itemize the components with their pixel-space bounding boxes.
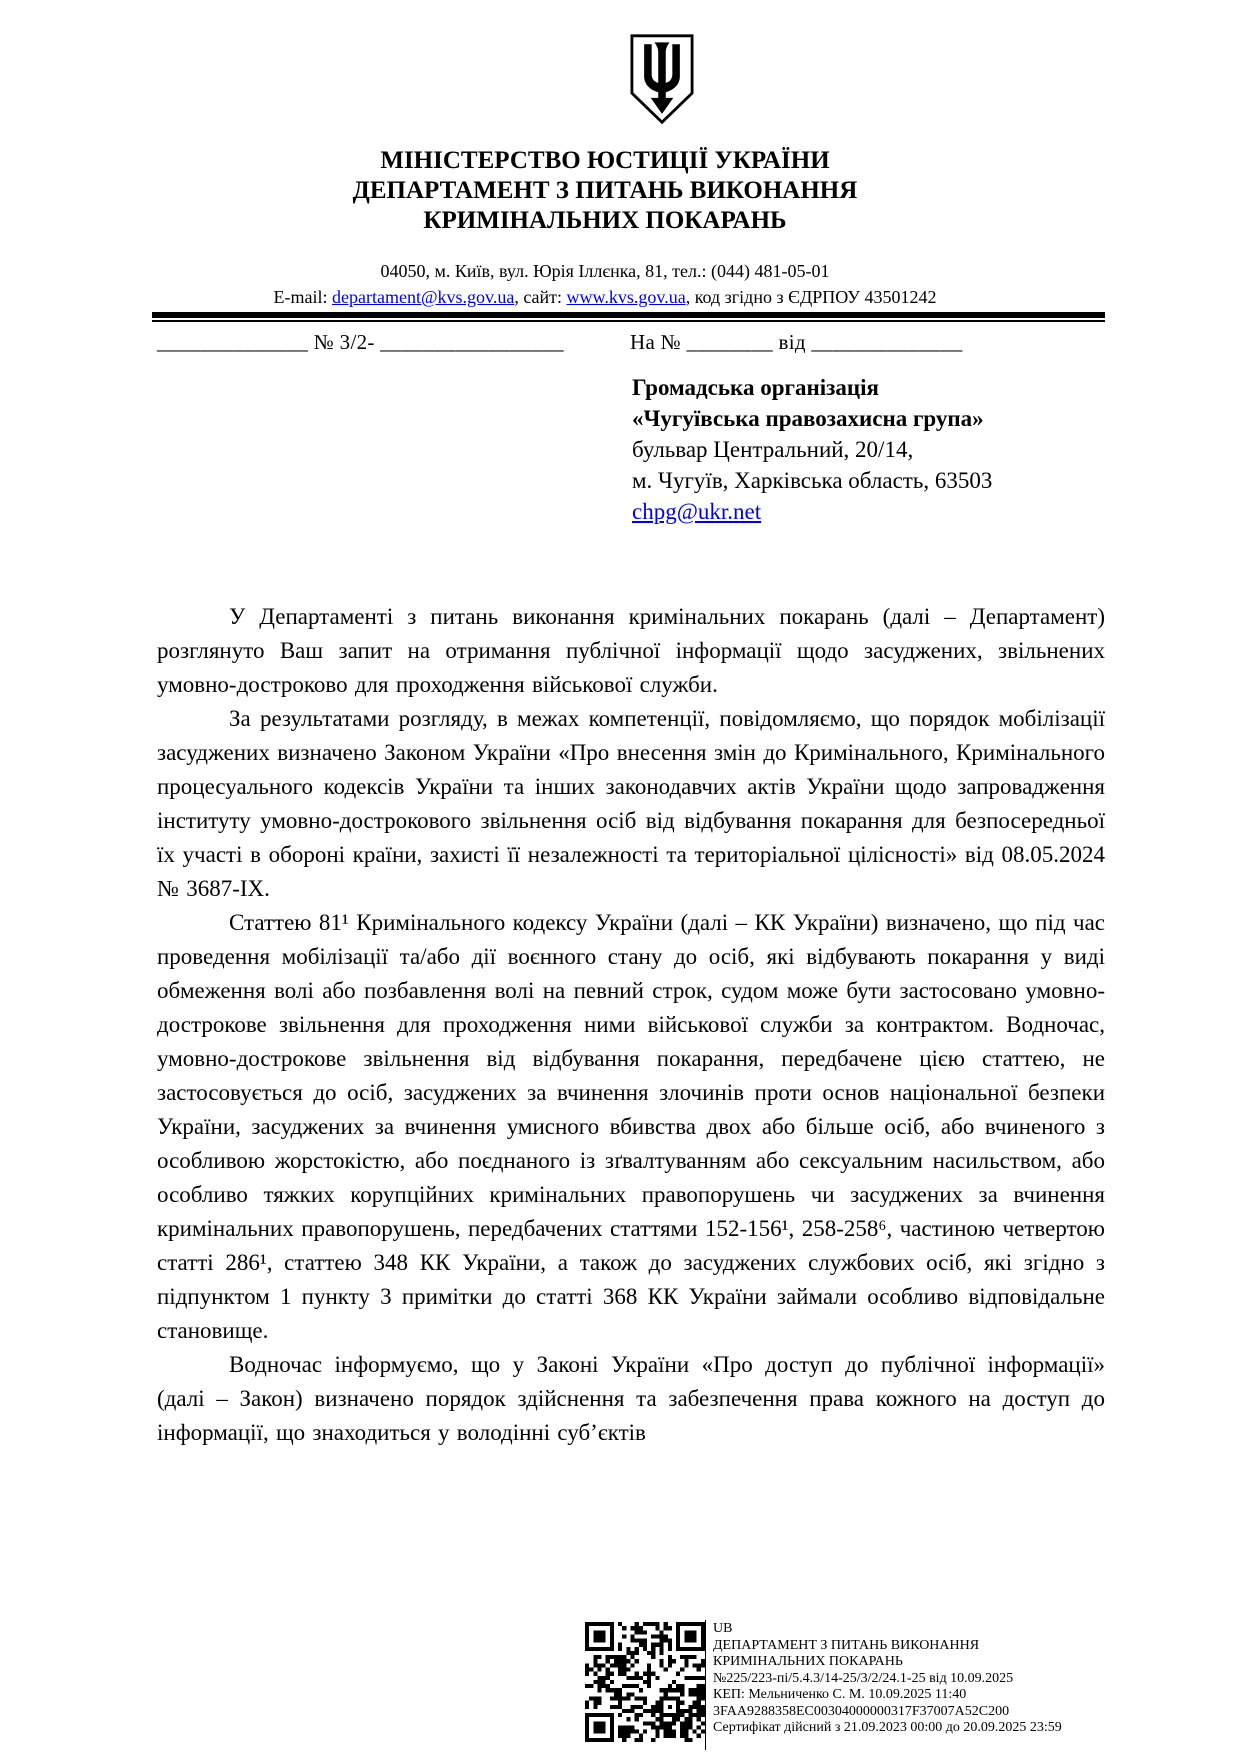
recipient-org-name-line1: Громадська організація	[632, 375, 879, 400]
site-label: , сайт:	[514, 287, 567, 307]
department-site-link[interactable]: www.kvs.gov.ua	[566, 287, 686, 307]
stamp-signer: КЕП: Мельниченко С. М. 10.09.2025 11:40	[713, 1687, 967, 1702]
stamp-org-line2: КРИМІНАЛЬНИХ ПОКАРАНЬ	[713, 1654, 903, 1669]
letterhead-address: 04050, м. Київ, вул. Юрія Іллєнка, 81, тел.: (044) 481-05-01	[380, 261, 830, 281]
stamp-certificate-validity: Сертифікат дійсний з 21.09.2023 00:00 до 20.09.2025 23:59	[713, 1720, 1062, 1735]
stamp-org-line1: ДЕПАРТАМЕНТ З ПИТАНЬ ВИКОНАННЯ	[713, 1637, 980, 1653]
recipient-org-name-line2: «Чугуївська правозахисна група»	[632, 406, 984, 431]
letterhead-titles	[105, 146, 1105, 236]
incoming-number-blank: ________	[686, 330, 773, 354]
ukraine-trident-emblem	[627, 33, 697, 127]
department-name-line1: ДЕПАРТАМЕНТ З ПИТАНЬ ВИКОНАННЯ	[352, 177, 858, 204]
incoming-reference	[630, 330, 963, 355]
email-label: E-mail:	[273, 287, 332, 307]
body-paragraph-3: Статтею 81¹ Кримінального кодексу України (далі – КК України) визначено, що під час проведення мобілізації та/або дії воєнного стану до осіб, які відбувають покарання у виді обмеження волі або позбавлення волі на певний строк, судом може бути застосовано умовно-дострокове звільнення для проходження ними військової служби за контрактом. Водночас, умовно-дострокове звільнення від відбування покарання, передбачене цією статтею, не застосовується до осіб, засуджених за вчинення злочинів проти основ національної безпеки України, засуджених за вчинення умисного вбивства двох або більше осіб, або вчиненого з особливою жорстокістю, або поєднаного із зґвалтуванням або сексуальним насильством, або особливо тяжких корупційних кримінальних правопорушень чи засуджених за вчинення кримінальних правопорушень, передбачених статтями 152-156¹, 258-258⁶, частиною четвертою статті 286¹, статтею 348 КК України, а також до засуджених службових осіб, які згідно з підпунктом 1 пункту 3 примітки до статті 368 КК України займали особливо відповідальне становище.	[157, 910, 1105, 1343]
stamp-service-abbr: UB	[713, 1621, 733, 1636]
letterhead-contact-line	[105, 284, 1105, 310]
body-paragraph-1: У Департаменті з питань виконання кримінальних покарань (далі – Департамент) розглянуто Ваш запит на отримання публічної інформації щодо засуджених, звільнених умовно-достроково для проходження військової служби.	[157, 604, 1105, 697]
edrpou-code: , код згідно з ЄДРПОУ 43501242	[685, 287, 937, 307]
recipient-address-line2: м. Чугуїв, Харківська область, 63503	[632, 468, 993, 493]
reference-line	[157, 330, 1105, 355]
recipient-block	[632, 372, 992, 527]
stamp-text-block	[713, 1621, 1173, 1737]
stamp-doc-number: №225/223-пі/5.4.3/14-25/3/2/24.1-25 від 10.09.2025	[713, 1670, 1014, 1686]
letterhead-contacts	[105, 258, 1105, 310]
recipient-address-line1: бульвар Центральний, 20/14,	[632, 437, 914, 462]
outgoing-number-blank: _________________	[380, 330, 564, 354]
stamp-key-id: 3FAA9288358EC00304000000317F37007A52C200	[713, 1703, 1010, 1719]
outgoing-date-blank: ______________	[157, 330, 309, 354]
recipient-email-link[interactable]: chpg@ukr.net	[632, 499, 762, 524]
qr-code	[585, 1622, 705, 1742]
department-email-link[interactable]: departament@kvs.gov.ua	[331, 287, 515, 307]
department-name-line2: КРИМІНАЛЬНИХ ПОКАРАНЬ	[423, 207, 787, 234]
incoming-date-label: від	[772, 330, 812, 354]
ministry-name: МІНІСТЕРСТВО ЮСТИЦІЇ УКРАЇНИ	[380, 147, 830, 174]
header-divider	[152, 312, 1105, 322]
incoming-date-blank: ______________	[811, 330, 963, 354]
letter-body	[157, 600, 1105, 1450]
incoming-number-label: На №	[630, 330, 687, 354]
stamp-divider	[705, 1620, 706, 1750]
body-paragraph-4: Водночас інформуємо, що у Законі України «Про доступ до публічної інформації» (далі – Закон) визначено порядок здійснення та забезпечення права кожного на доступ до інформації, що знаходиться у володінні суб’єктів	[157, 1352, 1105, 1445]
outgoing-number-label: № 3/2-	[308, 330, 381, 354]
body-paragraph-2: За результатами розгляду, в межах компетенції, повідомляємо, що порядок мобілізації засуджених визначено Законом України «Про внесення змін до Кримінального, Кримінального процесуального кодексів України та інших законодавчих актів України щодо запровадження інституту умовно-дострокового звільнення осіб від відбування покарання для безпосередньої їх участі в обороні країни, захисті її незалежності та територіальної цілісності» від 08.05.2024 № 3687-IX.	[157, 706, 1105, 901]
